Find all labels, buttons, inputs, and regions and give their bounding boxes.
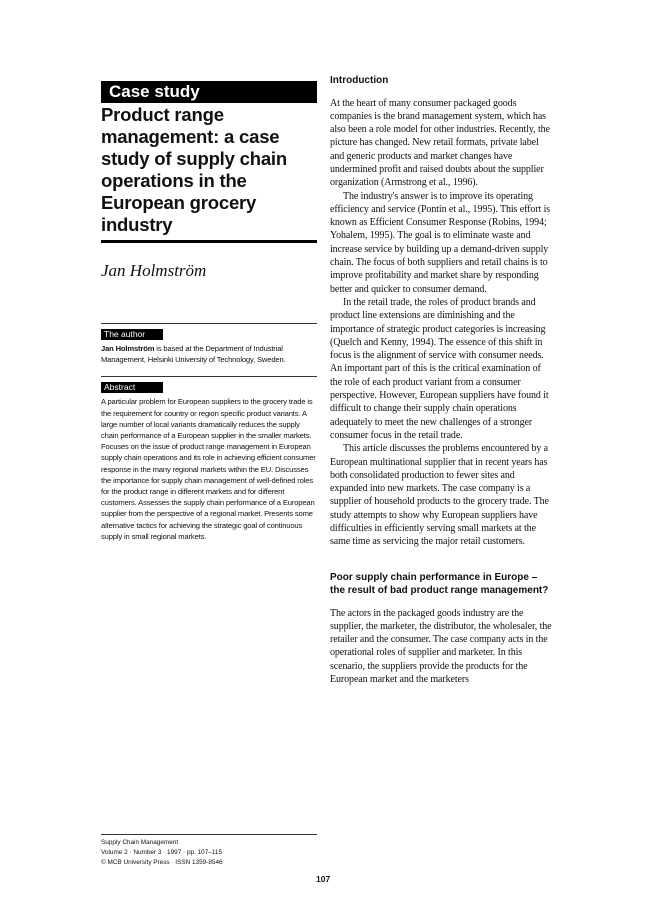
page-number: 107	[316, 874, 331, 884]
left-column	[101, 81, 317, 542]
introduction-heading: Introduction	[330, 75, 389, 86]
case-study-badge: Case study	[101, 81, 317, 103]
body-paragraph: In the retail trade, the roles of product brands and product line extensions are diminishing and the importance of strategic product categories is increasing (Quelch and Kenny, 1994). The essence of this shift in focus is the alignment of service with consumer needs. An important part of this is the critical examination of the role of each product variant from a consumer perspective. However, European suppliers have found it difficult to change their supply chain operations adequately to meet the new challenges of a stronger consumer focus in the retail trade.	[330, 296, 549, 441]
author-bio	[101, 343, 317, 365]
section2-heading: Poor supply chain performance in Europe – the result of bad product range management?	[330, 571, 549, 597]
title-line: Product range	[101, 104, 224, 125]
author-section-label: The author	[101, 329, 163, 340]
section-divider	[101, 376, 317, 377]
title-line: management: a case	[101, 126, 280, 147]
abstract-section	[101, 376, 317, 542]
title-line: industry	[101, 214, 173, 235]
title-line: European grocery	[101, 192, 257, 213]
journal-name: Supply Chain Management	[101, 839, 179, 846]
author-bio-name: Jan Holmström	[101, 344, 155, 353]
body-paragraph: At the heart of many consumer packaged goods companies is the brand management system, which has also been a role model for other industries. Recently, the picture has changed. New retail formats, private label and generic products and market changes have undermined profit and raised doubts about the supplier organization (Armstrong et al., 1996).	[330, 97, 550, 189]
journal-volume: Volume 2 · Number 3 · 1997 · pp. 107–115	[101, 849, 223, 856]
journal-copyright: © MCB University Press · ISSN 1359-8546	[101, 859, 223, 866]
title-line: operations in the	[101, 170, 247, 191]
title-divider	[101, 240, 317, 243]
right-column	[330, 74, 552, 686]
body-paragraph: The actors in the packaged goods industry are the supplier, the marketer, the distributor, the wholesaler, the retailer and the consumer. The case company acts in the operational roles of supplier and marketer. In this scenario, the suppliers provide the products for the European market and the marketers	[330, 607, 552, 686]
journal-footer	[101, 834, 317, 868]
author-name: Jan Holmström	[101, 261, 207, 280]
section-divider	[101, 323, 317, 324]
title-line: study of supply chain	[101, 148, 287, 169]
article-title	[101, 104, 317, 236]
body-paragraph: This article discusses the problems encountered by a European multinational supplier that in recent years has both consolidated production to fewer sites and expanded into new markets. The case company is a supplier of household products to the grocery trade. The study attempts to show why European suppliers have difficulties in efficiently serving small markets at the same time as servicing the major retail customers.	[330, 443, 549, 548]
body-paragraph: The industry's answer is to improve its operating efficiency and service (Pontin et al., 1995). This effort is known as Efficient Consumer Response (Robins, 1994; Yohalem, 1995). The goal is to eliminate waste and increase service by building up a demand-driven supply chain. The focus of both suppliers and retail chains is to improve profitability and market share by responding better and quicker to consumer demand.	[330, 190, 551, 295]
author-bio-text: is based at the Department of Industrial Management, Helsinki University of Technology, Sweden.	[101, 344, 286, 365]
abstract-text: A particular problem for European suppliers to the grocery trade is the requirement for country or region specific product variants. A large number of local variants dramatically reduces the supply chain performance of a European supplier in the smaller markets. Focuses on the issue of product range management in European supply chain operations and its role in achieving efficient consumer response in the many regional markets within the EU. Discusses the importance for supply chain management of well-defined roles for the product range in different markets and for different customers. Assesses the supply chain performance of a European supplier from the perspective of a regional market. Presents some alternative tactics for achieving the strategic goal of continuous supply in small regional markets.	[101, 397, 316, 541]
footer-divider	[101, 834, 317, 835]
abstract-section-label: Abstract	[101, 382, 163, 393]
author-section	[101, 323, 317, 365]
